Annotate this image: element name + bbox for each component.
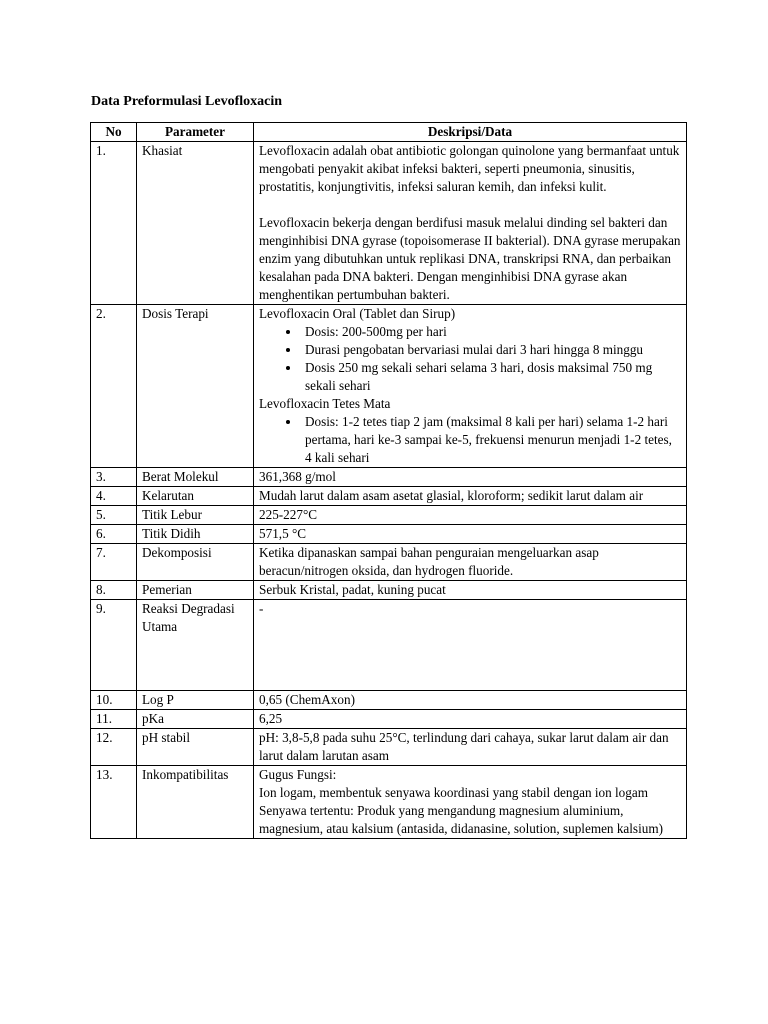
row-description: Ketika dipanaskan sampai bahan penguraian mengeluarkan asap beracun/nitrogen oksida, dan hydrogen fluoride.	[254, 544, 687, 581]
row-parameter: Dekomposisi	[137, 544, 254, 581]
row-description: -	[254, 600, 687, 691]
row-number: 10.	[91, 691, 137, 710]
table-row	[91, 729, 687, 766]
table-row	[91, 544, 687, 581]
incompatibility-line-3: Senyawa tertentu: Produk yang mengandung magnesium aluminium, magnesium, atau kalsium (antasida, didanasine, solution, suplemen kalsium)	[259, 803, 663, 836]
row-description: 361,368 g/mol	[254, 468, 687, 487]
row-parameter: Titik Didih	[137, 525, 254, 544]
table-row	[91, 766, 687, 839]
list-item: • Dosis 250 mg sekali sehari selama 3 hari, dosis maksimal 750 mg sekali sehari	[301, 359, 681, 395]
table-row	[91, 142, 687, 305]
list-item: • Dosis: 200-500mg per hari	[301, 323, 681, 341]
oral-dose-heading: Levofloxacin Oral (Tablet dan Sirup)	[259, 306, 456, 321]
row-description: Serbuk Kristal, padat, kuning pucat	[254, 581, 687, 600]
row-number: 2.	[91, 305, 137, 468]
row-number: 6.	[91, 525, 137, 544]
row-parameter: Pemerian	[137, 581, 254, 600]
row-parameter: Titik Lebur	[137, 506, 254, 525]
row-description: 571,5 °C	[254, 525, 687, 544]
header-parameter: Parameter	[137, 123, 254, 142]
row-parameter: Inkompatibilitas	[137, 766, 254, 839]
row-description	[254, 142, 687, 305]
table-row	[91, 487, 687, 506]
row-number: 12.	[91, 729, 137, 766]
row-number: 13.	[91, 766, 137, 839]
row-parameter: Dosis Terapi	[137, 305, 254, 468]
row-description: Mudah larut dalam asam asetat glasial, kloroform; sedikit larut dalam air	[254, 487, 687, 506]
document-title: Data Preformulasi Levofloxacin	[91, 94, 283, 109]
preformulation-table	[90, 122, 687, 839]
row-description: 225-227°C	[254, 506, 687, 525]
oral-dose-list	[259, 323, 681, 395]
row-description: 0,65 (ChemAxon)	[254, 691, 687, 710]
row-parameter: Khasiat	[137, 142, 254, 305]
khasiat-paragraph-1: Levofloxacin adalah obat antibiotic golongan quinolone yang bermanfaat untuk mengobati penyakit akibat infeksi bakteri, seperti pneumonia, sinusitis, prostatitis, konjungtivitis, infeksi saluran kemih, dan infeksi kulit.	[259, 143, 680, 194]
row-number: 4.	[91, 487, 137, 506]
row-parameter: Reaksi Degradasi Utama	[137, 600, 254, 691]
list-item: • Durasi pengobatan bervariasi mulai dari 3 hari hingga 8 minggu	[301, 341, 681, 359]
row-description: pH: 3,8-5,8 pada suhu 25°C, terlindung dari cahaya, sukar larut dalam air dan larut dalam larutan asam	[254, 729, 687, 766]
table-row	[91, 506, 687, 525]
row-description	[254, 305, 687, 468]
table-row	[91, 525, 687, 544]
table-row	[91, 600, 687, 691]
khasiat-paragraph-2: Levofloxacin bekerja dengan berdifusi masuk melalui dinding sel bakteri dan menginhibisi DNA gyrase (topoisomerase II bakterial). DNA gyrase merupakan enzim yang dibutuhkan untuk replikasi DNA, transkripsi RNA, dan perbaikan kesalahan pada DNA bakteri. Dengan menginhibisi DNA gyrase akan menghentikan pertumbuhan bakteri.	[259, 215, 681, 302]
table-row	[91, 468, 687, 487]
row-parameter: Kelarutan	[137, 487, 254, 506]
header-description: Deskripsi/Data	[254, 123, 687, 142]
row-number: 5.	[91, 506, 137, 525]
incompatibility-line-2: Ion logam, membentuk senyawa koordinasi yang stabil dengan ion logam	[259, 785, 648, 800]
table-row	[91, 710, 687, 729]
header-no: No	[91, 123, 137, 142]
list-item: • Dosis: 1-2 tetes tiap 2 jam (maksimal 8 kali per hari) selama 1-2 hari pertama, hari ke-3 sampai ke-5, frekuensi menurun menjadi 1-2 tetes, 4 kali sehari	[301, 413, 681, 467]
table-row	[91, 305, 687, 468]
row-parameter: pH stabil	[137, 729, 254, 766]
row-number: 9.	[91, 600, 137, 691]
row-number: 7.	[91, 544, 137, 581]
table-row	[91, 691, 687, 710]
row-parameter: Berat Molekul	[137, 468, 254, 487]
eye-drop-heading: Levofloxacin Tetes Mata	[259, 396, 391, 411]
incompatibility-line-1: Gugus Fungsi:	[259, 767, 337, 782]
table-row	[91, 581, 687, 600]
row-number: 3.	[91, 468, 137, 487]
row-description: 6,25	[254, 710, 687, 729]
row-parameter: pKa	[137, 710, 254, 729]
row-number: 1.	[91, 142, 137, 305]
table-header-row	[91, 123, 687, 142]
row-number: 8.	[91, 581, 137, 600]
row-description	[254, 766, 687, 839]
eye-drop-list	[259, 413, 681, 467]
row-parameter: Log P	[137, 691, 254, 710]
row-number: 11.	[91, 710, 137, 729]
